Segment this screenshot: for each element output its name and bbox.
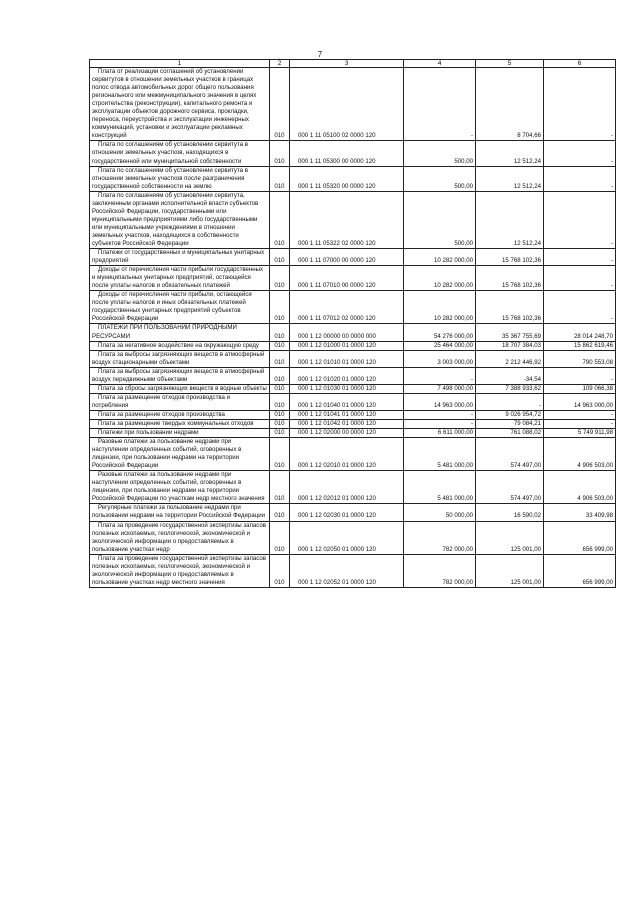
table-row — [90, 521, 616, 554]
row-name-cell — [90, 367, 270, 384]
row-kbk-code: 000 1 12 01041 01 0000 120 — [290, 410, 404, 419]
row-code: 010 — [270, 504, 290, 521]
row-fact-amount: 79 084,21 — [476, 419, 544, 428]
revenue-table — [89, 59, 616, 588]
table-row — [90, 68, 616, 141]
row-name: Плата за размещение отходов производства и потребления — [92, 393, 231, 409]
row-name-cell — [90, 554, 270, 587]
row-code: 010 — [270, 471, 290, 504]
header-cell: 2 — [270, 60, 290, 68]
header-cell: 5 — [476, 60, 544, 68]
row-remaining-amount: - — [544, 419, 616, 428]
row-kbk-code: 000 1 11 07012 02 0000 120 — [290, 291, 404, 324]
row-fact-amount: 125 001,00 — [476, 521, 544, 554]
row-kbk-code: 000 1 11 05100 02 0000 120 — [290, 68, 404, 141]
row-code: 010 — [270, 291, 290, 324]
row-fact-amount: 9 026 954,72 — [476, 410, 544, 419]
row-remaining-amount: 790 553,08 — [544, 350, 616, 367]
row-remaining-amount: 15 862 619,46 — [544, 341, 616, 350]
row-name-cell — [90, 410, 270, 419]
row-name-cell — [90, 341, 270, 350]
row-plan-amount: 54 276 000,00 — [404, 324, 476, 341]
row-code: 010 — [270, 166, 290, 191]
row-kbk-code: 000 1 12 01010 01 0000 120 — [290, 350, 404, 367]
row-code: 010 — [270, 438, 290, 471]
table-row — [90, 504, 616, 521]
row-remaining-amount: 656 999,00 — [544, 554, 616, 587]
row-plan-amount: 7 498 000,00 — [404, 384, 476, 393]
row-fact-amount: 12 512,24 — [476, 191, 544, 248]
row-kbk-code: 000 1 12 00000 00 0000 000 — [290, 324, 404, 341]
table-row — [90, 367, 616, 384]
row-name-cell — [90, 324, 270, 341]
row-remaining-amount: - — [544, 266, 616, 291]
row-remaining-amount: - — [544, 141, 616, 166]
row-kbk-code: 000 1 11 05300 00 0000 120 — [290, 141, 404, 166]
row-fact-amount: 12 512,24 — [476, 141, 544, 166]
row-fact-amount: 15 768 102,36 — [476, 291, 544, 324]
row-fact-amount: 15 768 102,36 — [476, 266, 544, 291]
row-code: 010 — [270, 350, 290, 367]
row-fact-amount: 761 088,02 — [476, 429, 544, 438]
row-code: 010 — [270, 324, 290, 341]
row-code: 010 — [270, 384, 290, 393]
row-fact-amount: -34,54 — [476, 367, 544, 384]
row-name: Плата за сбросы загрязняющих веществ в водные объекты — [98, 384, 267, 392]
row-code: 010 — [270, 410, 290, 419]
row-remaining-amount: - — [544, 68, 616, 141]
row-name-cell — [90, 521, 270, 554]
row-fact-amount: - — [476, 393, 544, 410]
row-name-cell — [90, 291, 270, 324]
table-row — [90, 438, 616, 471]
row-code: 010 — [270, 419, 290, 428]
row-name: Разовые платежи за пользование недрами при наступлении определенных событий, оговоренных в лицензии, при пользовании недрами на территории Российской Федерации — [92, 438, 242, 470]
row-name: Доходы от перечисления части прибыли, остающейся после уплаты налогов и иных обязательных платежей государственных унитарных предприятий субъектов Российской Федерации — [92, 291, 252, 323]
row-plan-amount: 25 464 000,00 — [404, 341, 476, 350]
table-row — [90, 291, 616, 324]
table-row — [90, 249, 616, 266]
table-row — [90, 341, 616, 350]
row-remaining-amount: - — [544, 166, 616, 191]
row-fact-amount: 35 367 755,69 — [476, 324, 544, 341]
table-row — [90, 471, 616, 504]
row-code: 010 — [270, 521, 290, 554]
row-kbk-code: 000 1 12 02050 01 0000 120 — [290, 521, 404, 554]
row-name-cell — [90, 166, 270, 191]
row-remaining-amount: 109 066,38 — [544, 384, 616, 393]
row-name: Плата за негативное воздействие на окружающую среду — [98, 341, 259, 349]
header-cell: 1 — [90, 60, 270, 68]
row-remaining-amount: - — [544, 249, 616, 266]
table-row — [90, 266, 616, 291]
row-name: Плата за выбросы загрязняющих веществ в атмосферный воздух передвижными объектами — [92, 367, 265, 383]
table-row — [90, 554, 616, 587]
row-plan-amount: - — [404, 68, 476, 141]
row-fact-amount: 2 212 446,92 — [476, 350, 544, 367]
table-row — [90, 429, 616, 438]
row-name: Платежи от государственных и муниципальных унитарных предприятий — [92, 249, 265, 265]
row-remaining-amount: - — [544, 291, 616, 324]
row-name: Плата по соглашениям об установлении сервитута, заключенным органами исполнительной власти субъектов Российской Федерации, государственными или муниципальными предприятиями либо государственными или муниципальными учреждениями в отношении земельных участков, находящихся в собственности субъектов Российской Федерации — [92, 191, 259, 247]
row-name-cell — [90, 504, 270, 521]
row-remaining-amount: 33 409,98 — [544, 504, 616, 521]
row-kbk-code: 000 1 11 05320 00 0000 120 — [290, 166, 404, 191]
row-name-cell — [90, 249, 270, 266]
row-name-cell — [90, 384, 270, 393]
table-row — [90, 191, 616, 248]
row-name-cell — [90, 438, 270, 471]
row-name: Плата за размещение твердых коммунальных отходов — [98, 419, 254, 427]
row-name: Плата за выбросы загрязняющих веществ в атмосферный воздух стационарными объектами — [92, 350, 265, 366]
row-plan-amount: 3 003 000,00 — [404, 350, 476, 367]
row-plan-amount: 500,00 — [404, 141, 476, 166]
row-plan-amount: 500,00 — [404, 191, 476, 248]
row-kbk-code: 000 1 12 01040 01 0000 120 — [290, 393, 404, 410]
row-code: 010 — [270, 554, 290, 587]
row-plan-amount: 10 282 000,00 — [404, 266, 476, 291]
row-name: Плата по соглашениям об установлении сервитута в отношении земельных участков после разграничения государственной собственности на землю — [92, 166, 248, 190]
row-kbk-code: 000 1 12 01042 01 0000 120 — [290, 419, 404, 428]
row-fact-amount: 16 590,02 — [476, 504, 544, 521]
row-remaining-amount: 5 749 911,98 — [544, 429, 616, 438]
header-row — [90, 60, 616, 68]
row-name: Плата по соглашениям об установлении сервитута в отношении земельных участков, находящихся в государственной или муниципальной собственности — [92, 141, 248, 165]
row-name: Платежи при пользовании недрами — [98, 429, 199, 437]
row-kbk-code: 000 1 11 07010 00 0000 120 — [290, 266, 404, 291]
row-name-cell — [90, 471, 270, 504]
row-plan-amount: - — [404, 410, 476, 419]
row-name-cell — [90, 350, 270, 367]
row-name-cell — [90, 429, 270, 438]
table-row — [90, 166, 616, 191]
row-name-cell — [90, 191, 270, 248]
row-kbk-code: 000 1 12 02030 01 0000 120 — [290, 504, 404, 521]
row-fact-amount: 15 768 102,36 — [476, 249, 544, 266]
row-plan-amount: 5 481 000,00 — [404, 438, 476, 471]
row-plan-amount: 5 481 000,00 — [404, 471, 476, 504]
row-plan-amount: - — [404, 367, 476, 384]
row-name-cell — [90, 266, 270, 291]
row-plan-amount: 6 611 000,00 — [404, 429, 476, 438]
row-name: Плата за размещение отходов производства — [98, 410, 225, 418]
row-code: 010 — [270, 68, 290, 141]
table-row — [90, 419, 616, 428]
row-remaining-amount: - — [544, 191, 616, 248]
row-name: Плата от реализации соглашений об установлении сервитутов в отношении земельных участков в границах полос отвода автомобильных дорог общего пользования регионального или межмуниципального значения в целях строительства (реконструкции), капитального ремонта и эксплуатации объектов дорожного сервиса, прокладки, переноса, переустройства и эксплуатации инженерных коммуникаций, установки и эксплуатации рекламных конструкций — [92, 68, 257, 140]
row-name: Плата за проведение государственной экспертизы запасов полезных ископаемых, геологической, экономической и экологической информации о предоставляемых в пользование участках недр местного значения — [92, 554, 266, 586]
row-code: 010 — [270, 249, 290, 266]
row-fact-amount: 7 388 933,62 — [476, 384, 544, 393]
row-code: 010 — [270, 266, 290, 291]
row-code: 010 — [270, 141, 290, 166]
page-number: 7 — [317, 50, 323, 59]
row-kbk-code: 000 1 12 02052 01 0000 120 — [290, 554, 404, 587]
table-row — [90, 324, 616, 341]
table-row — [90, 410, 616, 419]
row-code: 010 — [270, 429, 290, 438]
row-plan-amount: 14 963 000,00 — [404, 393, 476, 410]
row-kbk-code: 000 1 12 02010 01 0000 120 — [290, 438, 404, 471]
row-name: Плата за проведение государственной экспертизы запасов полезных ископаемых, геологической, экономической и экологической информации о предоставляемых в пользование участках недр — [92, 521, 266, 553]
row-kbk-code: 000 1 11 07000 00 0000 120 — [290, 249, 404, 266]
row-kbk-code: 000 1 12 01000 01 0000 120 — [290, 341, 404, 350]
row-name-cell — [90, 419, 270, 428]
row-fact-amount: 125 001,00 — [476, 554, 544, 587]
table-row — [90, 141, 616, 166]
table-row — [90, 384, 616, 393]
row-name: ПЛАТЕЖИ ПРИ ПОЛЬЗОВАНИИ ПРИРОДНЫМИ РЕСУРСАМИ — [92, 324, 237, 340]
table-row — [90, 350, 616, 367]
row-fact-amount: 18 707 384,03 — [476, 341, 544, 350]
row-name-cell — [90, 68, 270, 141]
row-code: 010 — [270, 393, 290, 410]
row-remaining-amount: 14 963 000,00 — [544, 393, 616, 410]
row-kbk-code: 000 1 12 02012 01 0000 120 — [290, 471, 404, 504]
row-name: Доходы от перечисления части прибыли государственных и муниципальных унитарных предприятий, остающейся после уплаты налогов и обязательных платежей — [92, 266, 264, 290]
row-fact-amount: 574 497,00 — [476, 438, 544, 471]
row-plan-amount: - — [404, 419, 476, 428]
row-plan-amount: 782 000,00 — [404, 554, 476, 587]
row-code: 010 — [270, 367, 290, 384]
row-kbk-code: 000 1 12 01030 01 0000 120 — [290, 384, 404, 393]
row-remaining-amount: 4 906 503,00 — [544, 438, 616, 471]
row-name-cell — [90, 141, 270, 166]
row-plan-amount: 500,00 — [404, 166, 476, 191]
row-plan-amount: 10 282 000,00 — [404, 291, 476, 324]
row-remaining-amount: - — [544, 367, 616, 384]
header-cell: 3 — [290, 60, 404, 68]
row-name: Регулярные платежи за пользование недрами при пользовании недрами на территории Российской Федерации — [92, 504, 266, 520]
header-cell: 4 — [404, 60, 476, 68]
row-name-cell — [90, 393, 270, 410]
row-remaining-amount: 28 014 248,70 — [544, 324, 616, 341]
row-plan-amount: 10 282 000,00 — [404, 249, 476, 266]
row-plan-amount: 782 000,00 — [404, 521, 476, 554]
row-code: 010 — [270, 191, 290, 248]
row-kbk-code: 000 1 12 02000 00 0000 120 — [290, 429, 404, 438]
row-plan-amount: 50 000,00 — [404, 504, 476, 521]
row-remaining-amount: 4 906 503,00 — [544, 471, 616, 504]
row-code: 010 — [270, 341, 290, 350]
table-row — [90, 393, 616, 410]
row-fact-amount: 12 512,24 — [476, 166, 544, 191]
row-fact-amount: 8 704,66 — [476, 68, 544, 141]
row-remaining-amount: - — [544, 410, 616, 419]
row-kbk-code: 000 1 12 01020 01 0000 120 — [290, 367, 404, 384]
row-name: Разовые платежи за пользование недрами при наступлении определенных событий, оговоренных в лицензии, при пользовании недрами на территории Российской Федерации по участкам недр местного значения — [92, 471, 265, 503]
row-fact-amount: 574 497,00 — [476, 471, 544, 504]
row-kbk-code: 000 1 11 05322 02 0000 120 — [290, 191, 404, 248]
header-cell: 6 — [544, 60, 616, 68]
row-remaining-amount: 656 999,00 — [544, 521, 616, 554]
